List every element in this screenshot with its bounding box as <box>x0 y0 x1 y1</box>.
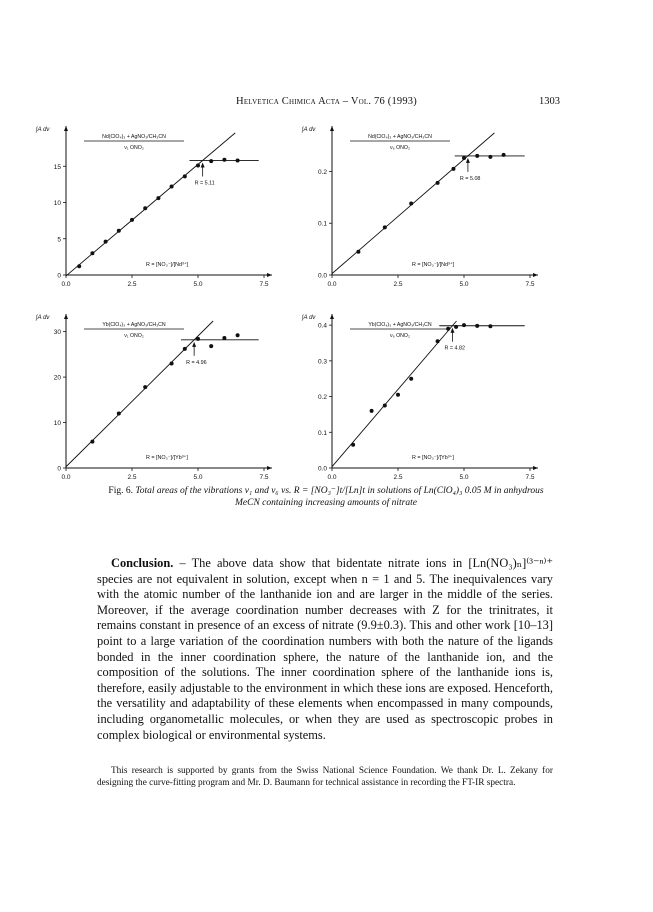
data-point <box>236 158 240 162</box>
legend-line-1: Nd(ClO₄)₃ + AgNO₃/CH₃CN <box>102 134 166 140</box>
intersection-arrowhead <box>192 342 196 347</box>
data-point <box>130 218 134 222</box>
y-tick-label: 0.4 <box>317 322 327 330</box>
y-axis-arrow <box>330 314 334 319</box>
y-tick-label: 0.2 <box>317 394 327 402</box>
legend-line-1: Nd(ClO₄)₃ + AgNO₃/CH₃CN <box>368 134 432 140</box>
y-tick-label: 0.0 <box>317 272 327 280</box>
intersection-arrowhead <box>201 162 205 167</box>
rising-fit-line <box>66 321 213 467</box>
y-axis-arrow <box>64 314 68 319</box>
x-tick-label: 7.5 <box>525 474 535 481</box>
data-point <box>143 206 147 210</box>
conclusion-section <box>97 556 553 743</box>
acknowledgement <box>97 765 553 789</box>
y-axis-arrow <box>64 126 68 131</box>
x-tick-label: 7.5 <box>259 281 269 288</box>
rising-fit-line <box>332 133 494 274</box>
legend-line-2: ν₆ ONO₂ <box>390 145 410 151</box>
caption-text: Total areas of the vibrations ν₁ and ν₆ vs. R = [NO₃⁻]t/[Ln]t in solutions of Ln(ClO₄)₃ 0.05 M in anhydrous MeCN containing increasing amounts of nitrate <box>135 486 544 508</box>
data-point <box>436 181 440 185</box>
data-point <box>209 344 213 348</box>
y-axis-label: ∫A dν <box>302 127 316 133</box>
data-point <box>222 158 226 162</box>
legend-line-1: Yb(ClO₄)₃ + AgNO₃/CH₃CN <box>368 322 432 328</box>
x-tick-label: 0.0 <box>61 474 71 481</box>
data-point <box>436 339 440 343</box>
intersection-label: R = 5.08 <box>459 175 481 182</box>
data-point <box>451 167 455 171</box>
data-point <box>183 347 187 351</box>
data-point <box>196 337 200 341</box>
data-point <box>475 154 479 158</box>
data-point <box>90 251 94 255</box>
conclusion-heading: Conclusion. <box>111 556 174 570</box>
chart-yb-v6 <box>301 314 538 481</box>
data-point <box>156 196 160 200</box>
y-tick-label: 30 <box>53 329 61 337</box>
data-point <box>454 325 458 329</box>
y-tick-label: 0.0 <box>317 465 327 473</box>
x-axis-label: R = [NO₃⁻]/[Nd³⁺] <box>412 262 455 268</box>
legend-line-2: ν₆ ONO₂ <box>390 333 410 339</box>
data-point <box>475 324 479 328</box>
data-point <box>383 225 387 229</box>
data-point <box>356 250 360 254</box>
y-tick-label: 10 <box>53 200 61 207</box>
data-point <box>396 393 400 397</box>
data-point <box>502 153 506 157</box>
legend-line-2: ν₁ ONO₂ <box>124 333 144 339</box>
x-tick-label: 5.0 <box>459 281 469 288</box>
data-point <box>446 327 450 331</box>
x-tick-label: 2.5 <box>393 474 403 481</box>
data-point <box>383 404 387 408</box>
figure-caption <box>96 485 556 509</box>
caption-label: Fig. 6. <box>108 486 136 496</box>
intersection-label: R = 4.96 <box>186 359 207 366</box>
x-tick-label: 7.5 <box>525 281 535 288</box>
data-point <box>409 377 413 381</box>
data-point <box>143 385 147 389</box>
y-tick-label: 20 <box>53 374 61 382</box>
x-tick-label: 2.5 <box>393 281 403 288</box>
y-tick-label: 0.1 <box>317 429 327 437</box>
data-point <box>170 185 174 189</box>
data-point <box>117 411 121 415</box>
data-point <box>90 440 94 444</box>
x-axis-arrow <box>267 273 272 277</box>
intersection-arrowhead <box>466 158 470 163</box>
y-tick-label: 5 <box>57 236 61 244</box>
data-point <box>370 409 374 413</box>
y-tick-label: 0.3 <box>317 358 327 366</box>
y-axis-label: ∫A dν <box>36 315 50 321</box>
chart-nd-v6 <box>301 126 538 288</box>
x-tick-label: 0.0 <box>327 281 337 288</box>
x-tick-label: 0.0 <box>61 281 71 288</box>
legend-line-2: ν₁ ONO₂ <box>124 145 144 151</box>
y-axis-label: ∫A dν <box>36 127 50 133</box>
x-axis-label: R = [NO₃⁻]/[Nd³⁺] <box>146 262 189 268</box>
data-point <box>183 174 187 178</box>
x-tick-label: 5.0 <box>193 474 203 481</box>
data-point <box>409 202 413 206</box>
x-axis-label: R = [NO₃⁻]/[Yb³⁺] <box>412 455 454 461</box>
intersection-label: R = 5.11 <box>194 180 215 187</box>
legend-line-1: Yb(ClO₄)₃ + AgNO₃/CH₃CN <box>102 322 166 328</box>
chart-nd-v1 <box>35 126 272 288</box>
data-point <box>77 264 81 268</box>
x-axis-arrow <box>533 466 538 470</box>
data-point <box>488 155 492 159</box>
y-tick-label: 0.1 <box>317 220 327 228</box>
data-point <box>462 323 466 327</box>
x-tick-label: 2.5 <box>127 474 137 481</box>
data-point <box>209 159 213 163</box>
acknowledgement-text: This research is supported by grants from the Swiss National Science Foundation. We thank Dr. L. Zekany for designing the curve-fitting program and Mr. D. Baumann for technical assistance in recording the FT-IR spectra. <box>97 766 553 788</box>
y-tick-label: 0 <box>57 465 61 473</box>
x-tick-label: 5.0 <box>459 474 469 481</box>
x-axis-arrow <box>267 466 272 470</box>
data-point <box>117 229 121 233</box>
intersection-label: R = 4.82 <box>444 345 465 352</box>
data-point <box>170 361 174 365</box>
y-tick-label: 0.2 <box>317 168 327 176</box>
page-number: 1303 <box>539 96 560 107</box>
conclusion-paragraph <box>97 556 553 743</box>
x-tick-label: 2.5 <box>127 281 137 288</box>
x-axis-arrow <box>533 273 538 277</box>
y-axis-label: ∫A dν <box>302 315 316 321</box>
data-point <box>104 240 108 244</box>
data-point <box>351 443 355 447</box>
chart-yb-v1 <box>35 314 272 481</box>
y-tick-label: 15 <box>53 163 61 171</box>
x-axis-label: R = [NO₃⁻]/[Yb³⁺] <box>146 455 188 461</box>
data-point <box>488 324 492 328</box>
data-point <box>236 333 240 337</box>
intersection-arrowhead <box>450 328 454 333</box>
conclusion-body: – The above data show that bidentate nitrate ions in [Ln(NO₃)ₙ]⁽³⁻ⁿ⁾⁺ species are not equivalent in solution, except when n = 1 and 5. The inequivalences vary with the atomic number of the lanthanide ion and are larger in the middle of the series. Moreover, if the average coordination number decreases with Z for the trinitrates, it remains constant in presence of an excess of nitrate (9.9±0.3). This and other work [10–13] point to a large variation of the coordination numbers with both the nature of the ligands bonded in the inner coordination sphere, the nature of the lanthanide ion, and the composition of the solutions. The inner coordination sphere of the lanthanide ions is, therefore, easily adjustable to the environment in which these ions are exposed. Henceforth, the versatility and adaptability of these elements when encompassed in many compounds, including organometallic molecules, or when they are used as spectroscopic probes in complex biological or environmental systems. <box>97 556 553 742</box>
y-tick-label: 10 <box>53 420 61 428</box>
y-axis-arrow <box>330 126 334 131</box>
data-point <box>222 336 226 340</box>
journal-title: Helvetica Chimica Acta – Vol. 76 (1993) <box>236 96 417 107</box>
x-tick-label: 5.0 <box>193 281 203 288</box>
x-tick-label: 7.5 <box>259 474 269 481</box>
x-tick-label: 0.0 <box>327 474 337 481</box>
y-tick-label: 0 <box>57 272 61 280</box>
data-point <box>196 164 200 168</box>
data-point <box>462 156 466 160</box>
